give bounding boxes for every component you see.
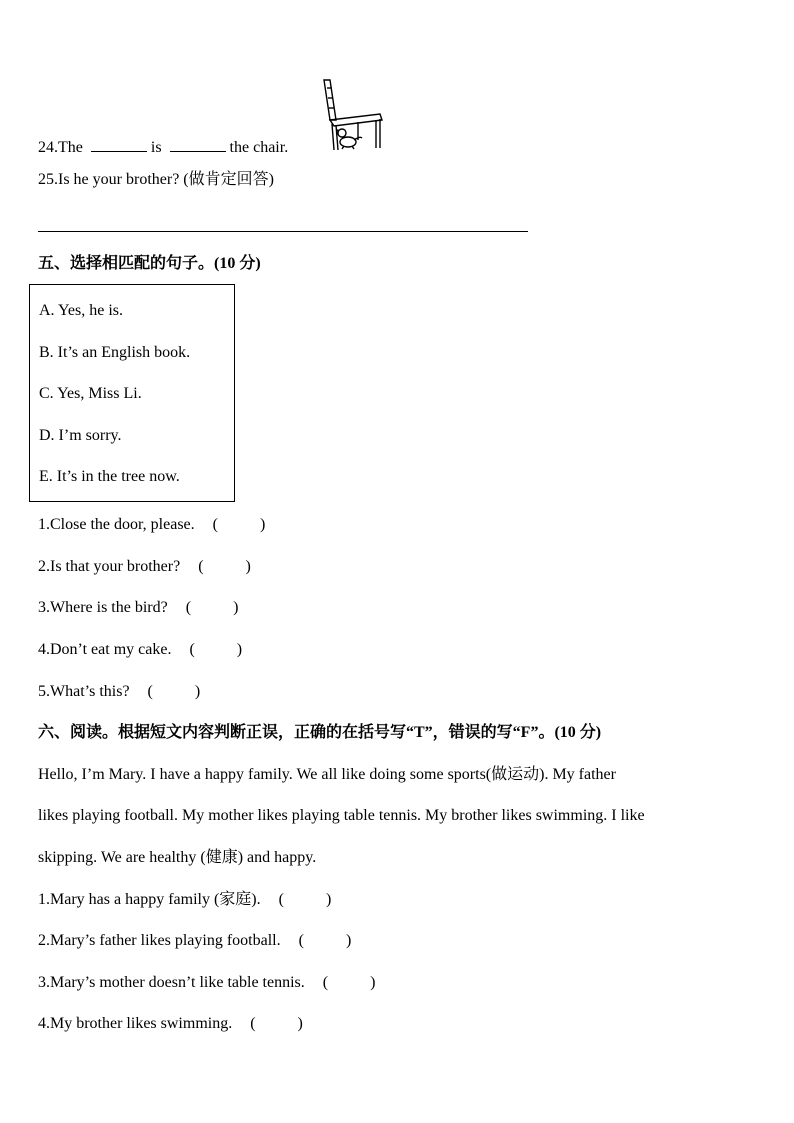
passage-line-3: skipping. We are healthy (健康) and happy. xyxy=(38,849,317,866)
option-c: C. Yes, Miss Li. xyxy=(39,385,142,402)
s6-q4-text: 4.My brother likes swimming. xyxy=(38,1015,233,1032)
options-box xyxy=(29,284,235,502)
q24-blank-1[interactable] xyxy=(91,137,147,152)
s6-question-1 xyxy=(38,890,331,910)
option-e: E. It’s in the tree now. xyxy=(39,468,180,485)
s5-q2-text: 2.Is that your brother? xyxy=(38,558,181,575)
s5-q4-text: 4.Don’t eat my cake. xyxy=(38,641,172,658)
s6-question-3 xyxy=(38,973,375,993)
section-6-heading: 六、阅读。根据短文内容判断正误，正确的在括号写“T”，错误的写“F”。(10 分) xyxy=(38,724,602,741)
s5-q2-answer[interactable]: ( ) xyxy=(198,558,251,575)
s5-q3-answer[interactable]: ( ) xyxy=(185,599,239,616)
q24-is: is xyxy=(150,139,162,156)
question-25: 25.Is he your brother? (做肯定回答) xyxy=(38,171,274,188)
q24-suffix: the chair. xyxy=(229,139,289,156)
s6-question-2 xyxy=(38,931,351,951)
passage-line-1: Hello, I’m Mary. I have a happy family. We all like doing some sports(做运动). My father xyxy=(38,766,616,783)
s5-q5-answer[interactable]: ( ) xyxy=(147,683,201,700)
s6-q3-answer[interactable]: ( ) xyxy=(322,974,376,991)
chair-dog-illustration xyxy=(318,78,384,154)
s5-question-1 xyxy=(38,515,265,535)
passage-line-2: likes playing football. My mother likes playing table tennis. My brother likes swimming. I like xyxy=(38,807,645,824)
option-a: A. Yes, he is. xyxy=(39,302,124,319)
s5-question-5 xyxy=(38,682,200,702)
q25-answer-line[interactable] xyxy=(38,231,528,232)
s6-q4-answer[interactable]: ( ) xyxy=(250,1015,303,1032)
s6-q3-text: 3.Mary’s mother doesn’t like table tennis. xyxy=(38,974,305,991)
s5-question-2 xyxy=(38,557,251,577)
s6-q2-text: 2.Mary’s father likes playing football. xyxy=(38,932,281,949)
s5-q4-answer[interactable]: ( ) xyxy=(189,641,243,658)
s6-q1-answer[interactable]: ( ) xyxy=(278,891,332,908)
s5-q1-answer[interactable]: ( ) xyxy=(212,516,266,533)
option-d: D. I’m sorry. xyxy=(39,427,122,444)
section-5-heading: 五、选择相匹配的句子。(10 分) xyxy=(38,255,261,272)
s5-q1-text: 1.Close the door, please. xyxy=(38,516,195,533)
q24-prefix: 24.The xyxy=(38,139,83,156)
s5-question-4 xyxy=(38,640,242,660)
s5-q5-text: 5.What’s this? xyxy=(38,683,130,700)
s6-q1-text: 1.Mary has a happy family (家庭). xyxy=(38,891,261,908)
s5-q3-text: 3.Where is the bird? xyxy=(38,599,168,616)
option-b: B. It’s an English book. xyxy=(39,344,191,361)
q24-blank-2[interactable] xyxy=(170,137,226,152)
s6-q2-answer[interactable]: ( ) xyxy=(298,932,352,949)
s5-question-3 xyxy=(38,598,238,618)
question-24 xyxy=(38,137,288,158)
s6-question-4 xyxy=(38,1014,303,1034)
